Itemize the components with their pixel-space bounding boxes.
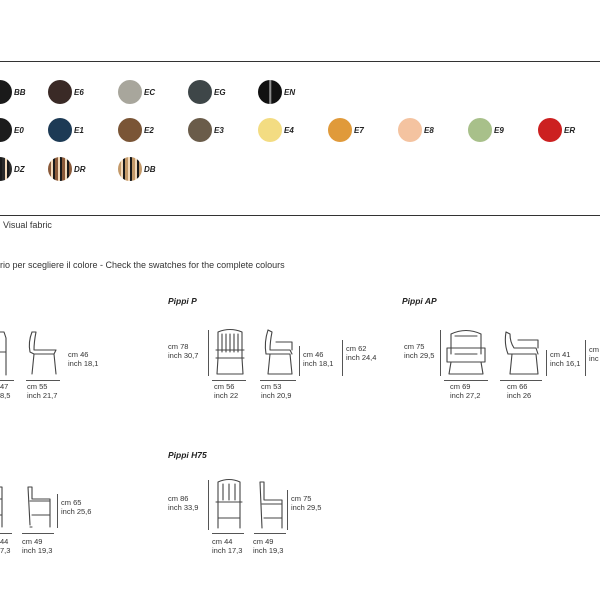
pippi-p-side-height: cm 62 inch 24,4: [346, 344, 377, 362]
chair-left-side: [26, 330, 60, 376]
pippi-h75-side-height: cm 75 inch 29,5: [291, 494, 322, 512]
pippi-p-seat-height: cm 46 inch 18,1: [303, 350, 334, 368]
dim-line: [444, 380, 488, 381]
pippi-p-side-depth: cm 53 inch 20,9: [261, 382, 292, 400]
left-top-seat-height: cm 46 inch 18,1: [68, 350, 99, 368]
stool-left-side: [24, 485, 54, 529]
dim-line: [212, 533, 244, 534]
pippi-ap-front-width: cm 69 inch 27,2: [450, 382, 481, 400]
dim-line: [440, 330, 441, 376]
swatch-code-bb: BB: [14, 88, 26, 97]
swatch-code-e2: E2: [144, 126, 154, 135]
left-bottom-side-depth: cm 49 inch 19,3: [22, 537, 53, 555]
swatch-code-db: DB: [144, 165, 156, 174]
left-top-width-partial: 47 8,5: [0, 382, 11, 400]
swatch-code-er: ER: [564, 126, 576, 135]
swatch-e4: [258, 118, 282, 142]
swatch-e6: [48, 80, 72, 104]
chair-pippi-ap-front: [445, 328, 487, 376]
swatch-code-e9: E9: [494, 126, 504, 135]
pippi-p-title: Pippi P: [168, 296, 197, 306]
pippi-ap-seat-height: cm 41 inch 16,1: [550, 350, 581, 368]
dim-line: [585, 340, 586, 376]
dim-line: [260, 380, 296, 381]
bottom-divider: [0, 215, 600, 216]
swatch-code-e7: E7: [354, 126, 364, 135]
swatch-code-e4: E4: [284, 126, 294, 135]
swatch-e2: [118, 118, 142, 142]
swatch-e9: [468, 118, 492, 142]
pippi-p-front-height: cm 78 inch 30,7: [168, 342, 199, 360]
pippi-ap-front-height: cm 75 inch 29,5: [404, 342, 435, 360]
dim-line: [500, 380, 542, 381]
left-bottom-side-height: cm 65 inch 25,6: [61, 498, 92, 516]
pippi-h75-front-height: cm 86 inch 33,9: [168, 494, 199, 512]
dim-line: [57, 494, 58, 528]
swatch-e1: [48, 118, 72, 142]
swatch-e7: [328, 118, 352, 142]
swatch-code-e0: E0: [14, 126, 24, 135]
colour-note: rio per scegliere il colore - Check the swatches for the complete colours: [0, 260, 285, 270]
swatch-dr: [48, 157, 72, 181]
stool-left-front-partial: [0, 485, 10, 529]
chair-left-front-partial: [0, 330, 12, 376]
dim-line: [0, 533, 12, 534]
swatch-code-e1: E1: [74, 126, 84, 135]
pippi-h75-title: Pippi H75: [168, 450, 207, 460]
swatch-e0: [0, 118, 12, 142]
pippi-h75-side-depth: cm 49 inch 19,3: [253, 537, 284, 555]
swatch-dz: [0, 157, 12, 181]
dim-line: [22, 533, 54, 534]
stool-pippi-h75-front: [214, 478, 244, 530]
swatch-en: [258, 80, 282, 104]
swatch-code-dr: DR: [74, 165, 86, 174]
swatch-e3: [188, 118, 212, 142]
dim-line: [208, 330, 209, 376]
dim-line: [254, 533, 286, 534]
dim-line: [546, 350, 547, 376]
swatch-er: [538, 118, 562, 142]
swatch-code-ec: EC: [144, 88, 156, 97]
swatch-ec: [118, 80, 142, 104]
swatch-code-e8: E8: [424, 126, 434, 135]
swatch-db: [118, 157, 142, 181]
dim-line: [212, 380, 246, 381]
top-divider: [0, 61, 600, 62]
pippi-ap-side-height-partial: cm inc: [589, 345, 599, 363]
left-top-side-depth: cm 55 inch 21,7: [27, 382, 58, 400]
swatch-code-e6: E6: [74, 88, 84, 97]
swatch-bb: [0, 80, 12, 104]
swatch-eg: [188, 80, 212, 104]
dim-line: [342, 340, 343, 376]
visual-fabric-label: Visual fabric: [3, 220, 52, 230]
chair-pippi-p-front: [214, 328, 246, 376]
swatch-code-en: EN: [284, 88, 296, 97]
dim-line: [208, 480, 209, 530]
chair-pippi-ap-side: [502, 330, 542, 376]
dim-line: [26, 380, 60, 381]
swatch-code-e3: E3: [214, 126, 224, 135]
pippi-ap-side-depth: cm 66 inch 26: [507, 382, 532, 400]
swatch-code-dz: DZ: [14, 165, 25, 174]
pippi-ap-title: Pippi AP: [402, 296, 437, 306]
pippi-h75-front-width: cm 44 inch 17,3: [212, 537, 243, 555]
left-bottom-width-partial: 44 7,3: [0, 537, 11, 555]
swatch-e8: [398, 118, 422, 142]
chair-pippi-p-side: [262, 328, 296, 376]
swatch-code-eg: EG: [214, 88, 226, 97]
dim-line: [287, 490, 288, 530]
dim-line: [299, 346, 300, 376]
pippi-p-front-width: cm 56 inch 22: [214, 382, 239, 400]
stool-pippi-h75-side: [256, 480, 286, 530]
dim-line: [0, 380, 14, 381]
